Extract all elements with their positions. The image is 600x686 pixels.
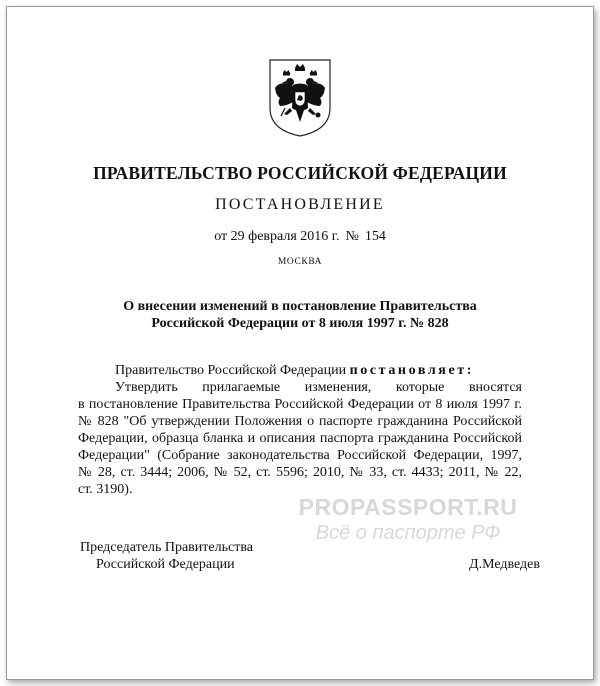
body-line: № 828 "Об утверждении Положения о паспорте гражданина Российской bbox=[78, 414, 522, 429]
position-line: Председатель Правительства bbox=[80, 540, 253, 555]
double-headed-eagle-coat-of-arms-icon bbox=[266, 58, 334, 138]
document-type: ПОСТАНОВЛЕНИЕ bbox=[215, 196, 385, 213]
watermark-site: PROPASSPORT.RU bbox=[298, 494, 518, 520]
body-lead: Правительство Российской Федерации bbox=[115, 363, 347, 378]
signatory-position bbox=[80, 539, 340, 573]
document-title bbox=[0, 298, 600, 332]
organization-heading: ПРАВИТЕЛЬСТВО РОССИЙСКОЙ ФЕДЕРАЦИИ bbox=[93, 163, 507, 183]
body-lead-line bbox=[78, 362, 522, 379]
position-line: Российской Федерации bbox=[96, 557, 235, 572]
signatory-name: Д.Медведев bbox=[469, 557, 540, 572]
decree-word: постановляет: bbox=[349, 363, 474, 378]
body-line: № 28, ст. 3444; 2006, № 52, ст. 5596; 2010, № 33, ст. 4433; 2011, № 22, bbox=[78, 465, 522, 480]
body-line: в постановление Правительства Российской Федерации от 8 июля 1997 г. bbox=[78, 397, 522, 412]
number-sign: № bbox=[345, 229, 359, 244]
document-number: 154 bbox=[364, 229, 386, 244]
date-number-line bbox=[0, 229, 600, 245]
title-line: О внесении изменений в постановление Правительства bbox=[123, 299, 477, 314]
body-line: Утвердить прилагаемые изменения, которые вносятся bbox=[115, 380, 522, 395]
title-line: Российской Федерации от 8 июля 1997 г. № 828 bbox=[151, 316, 449, 331]
document-body bbox=[78, 362, 522, 498]
body-line: Федерации, образца бланка и описания паспорта гражданина Российской bbox=[78, 431, 522, 446]
document-date: от 29 февраля 2016 г. bbox=[214, 229, 340, 244]
city: МОСКВА bbox=[277, 257, 323, 267]
body-line: Федерации" (Собрание законодательства Российской Федерации, 1997, bbox=[78, 448, 522, 463]
watermark-tagline: Всё о паспорте РФ bbox=[315, 522, 501, 544]
body-line: ст. 3190). bbox=[78, 482, 133, 497]
